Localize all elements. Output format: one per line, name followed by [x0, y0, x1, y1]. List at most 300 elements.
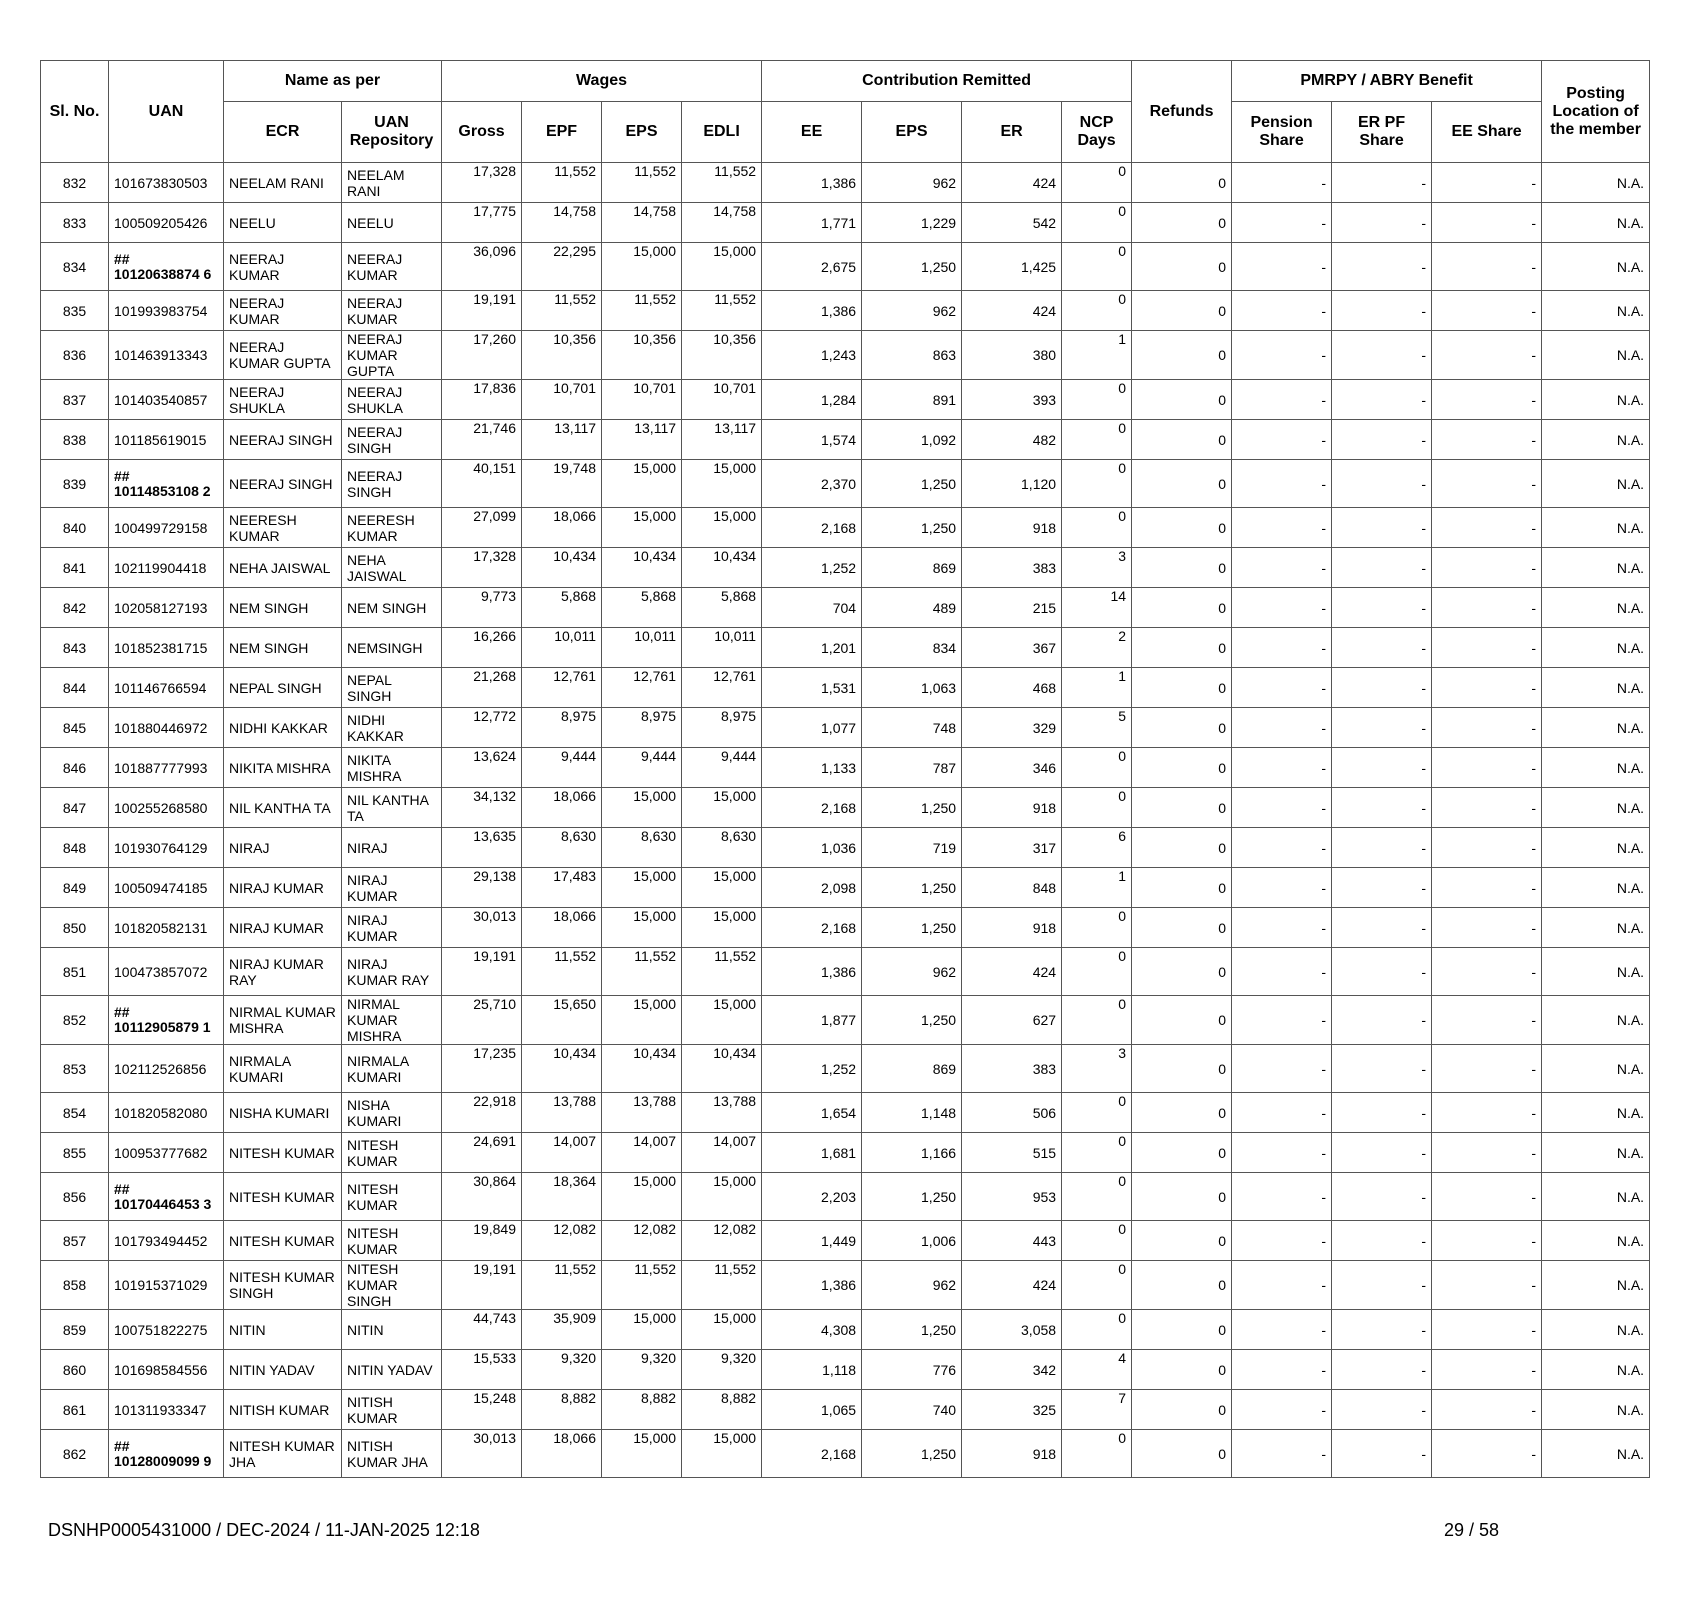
uan-cell: ## 10170446453 3 [109, 1173, 224, 1221]
er-contribution-cell: 367 [962, 628, 1062, 668]
ee-contribution-cell: 2,675 [762, 243, 862, 291]
table-row [41, 748, 1650, 788]
uan-cell: 101852381715 [109, 628, 224, 668]
eps-contribution-cell: 1,250 [862, 508, 962, 548]
eps-wages-cell: 15,000 [602, 996, 682, 1045]
eps-wages-cell: 11,552 [602, 163, 682, 203]
ee-contribution-cell: 1,243 [762, 331, 862, 380]
eps-contribution-cell: 1,250 [862, 908, 962, 948]
edli-wages-cell: 10,356 [682, 331, 762, 380]
uan-repository-name-cell: NIRMAL KUMAR MISHRA [342, 996, 442, 1045]
edli-wages-cell: 15,000 [682, 788, 762, 828]
pension-share-cell: - [1232, 908, 1332, 948]
posting-location-cell: N.A. [1542, 203, 1650, 243]
edli-wages-cell: 11,552 [682, 948, 762, 996]
eps-contribution-cell: 1,250 [862, 460, 962, 508]
ncp-days-cell: 0 [1062, 380, 1132, 420]
ecr-name-cell: NIRAJ KUMAR [224, 868, 342, 908]
refunds-cell: 0 [1132, 420, 1232, 460]
ecr-name-cell: NEERESH KUMAR [224, 508, 342, 548]
header-sl-no: Sl. No. [41, 61, 109, 163]
table-row [41, 508, 1650, 548]
posting-location-cell: N.A. [1542, 420, 1650, 460]
er-contribution-cell: 542 [962, 203, 1062, 243]
uan-cell: 100499729158 [109, 508, 224, 548]
uan-repository-name-cell: NIKITA MISHRA [342, 748, 442, 788]
table-row [41, 163, 1650, 203]
eps-contribution-cell: 1,092 [862, 420, 962, 460]
ee-share-cell: - [1432, 868, 1542, 908]
eps-wages-cell: 11,552 [602, 1261, 682, 1310]
refunds-cell: 0 [1132, 548, 1232, 588]
ecr-name-cell: NITESH KUMAR [224, 1173, 342, 1221]
pension-share-cell: - [1232, 331, 1332, 380]
gross-wages-cell: 30,864 [442, 1173, 522, 1221]
uan-cell: 101915371029 [109, 1261, 224, 1310]
ecr-name-cell: NIRAJ KUMAR RAY [224, 948, 342, 996]
uan-cell: 100509205426 [109, 203, 224, 243]
er-pf-share-cell: - [1332, 1261, 1432, 1310]
er-pf-share-cell: - [1332, 1133, 1432, 1173]
posting-location-cell: N.A. [1542, 748, 1650, 788]
eps-wages-cell: 15,000 [602, 868, 682, 908]
er-pf-share-cell: - [1332, 828, 1432, 868]
table-row [41, 828, 1650, 868]
er-contribution-cell: 468 [962, 668, 1062, 708]
gross-wages-cell: 22,918 [442, 1093, 522, 1133]
sl-no-cell: 836 [41, 331, 109, 380]
footer-document-id: DSNHP0005431000 / DEC-2024 / 11-JAN-2025 12:18 [48, 1520, 480, 1540]
sl-no-cell: 856 [41, 1173, 109, 1221]
header-ee-share: EE Share [1432, 102, 1542, 163]
ncp-days-cell: 0 [1062, 460, 1132, 508]
sl-no-cell: 846 [41, 748, 109, 788]
uan-repository-name-cell: NIRAJ KUMAR RAY [342, 948, 442, 996]
ncp-days-cell: 0 [1062, 1430, 1132, 1478]
er-pf-share-cell: - [1332, 1390, 1432, 1430]
pension-share-cell: - [1232, 788, 1332, 828]
table-row [41, 1093, 1650, 1133]
posting-location-cell: N.A. [1542, 948, 1650, 996]
ee-share-cell: - [1432, 788, 1542, 828]
gross-wages-cell: 17,260 [442, 331, 522, 380]
epf-wages-cell: 11,552 [522, 163, 602, 203]
pension-share-cell: - [1232, 420, 1332, 460]
uan-repository-name-cell: NISHA KUMARI [342, 1093, 442, 1133]
eps-contribution-cell: 489 [862, 588, 962, 628]
refunds-cell: 0 [1132, 1221, 1232, 1261]
posting-location-cell: N.A. [1542, 708, 1650, 748]
table-row [41, 1350, 1650, 1390]
er-contribution-cell: 383 [962, 548, 1062, 588]
ee-contribution-cell: 2,370 [762, 460, 862, 508]
er-contribution-cell: 325 [962, 1390, 1062, 1430]
gross-wages-cell: 9,773 [442, 588, 522, 628]
refunds-cell: 0 [1132, 1173, 1232, 1221]
sl-no-cell: 832 [41, 163, 109, 203]
eps-wages-cell: 15,000 [602, 788, 682, 828]
er-pf-share-cell: - [1332, 1430, 1432, 1478]
edli-wages-cell: 10,434 [682, 1045, 762, 1093]
ee-share-cell: - [1432, 1045, 1542, 1093]
uan-repository-name-cell: NITISH KUMAR JHA [342, 1430, 442, 1478]
ee-share-cell: - [1432, 420, 1542, 460]
ecr-name-cell: NITESH KUMAR SINGH [224, 1261, 342, 1310]
er-pf-share-cell: - [1332, 1221, 1432, 1261]
pension-share-cell: - [1232, 1390, 1332, 1430]
er-contribution-cell: 627 [962, 996, 1062, 1045]
refunds-cell: 0 [1132, 163, 1232, 203]
uan-cell: 100473857072 [109, 948, 224, 996]
posting-location-cell: N.A. [1542, 1093, 1650, 1133]
er-contribution-cell: 918 [962, 1430, 1062, 1478]
refunds-cell: 0 [1132, 380, 1232, 420]
pension-share-cell: - [1232, 708, 1332, 748]
gross-wages-cell: 24,691 [442, 1133, 522, 1173]
edli-wages-cell: 9,444 [682, 748, 762, 788]
er-contribution-cell: 953 [962, 1173, 1062, 1221]
gross-wages-cell: 15,533 [442, 1350, 522, 1390]
edli-wages-cell: 15,000 [682, 908, 762, 948]
uan-cell: 101993983754 [109, 291, 224, 331]
er-pf-share-cell: - [1332, 203, 1432, 243]
ee-contribution-cell: 1,654 [762, 1093, 862, 1133]
ecr-name-cell: NEELU [224, 203, 342, 243]
gross-wages-cell: 34,132 [442, 788, 522, 828]
ecr-name-cell: NIRAJ [224, 828, 342, 868]
sl-no-cell: 862 [41, 1430, 109, 1478]
uan-repository-name-cell: NEERAJ KUMAR [342, 291, 442, 331]
uan-repository-name-cell: NITIN YADAV [342, 1350, 442, 1390]
refunds-cell: 0 [1132, 1093, 1232, 1133]
eps-contribution-cell: 863 [862, 331, 962, 380]
edli-wages-cell: 13,788 [682, 1093, 762, 1133]
er-contribution-cell: 329 [962, 708, 1062, 748]
ncp-days-cell: 3 [1062, 1045, 1132, 1093]
epf-wages-cell: 10,434 [522, 1045, 602, 1093]
ncp-days-cell: 0 [1062, 788, 1132, 828]
gross-wages-cell: 12,772 [442, 708, 522, 748]
pension-share-cell: - [1232, 1261, 1332, 1310]
eps-wages-cell: 15,000 [602, 508, 682, 548]
ecr-name-cell: NEM SINGH [224, 628, 342, 668]
ecr-name-cell: NITESH KUMAR JHA [224, 1430, 342, 1478]
epf-wages-cell: 18,364 [522, 1173, 602, 1221]
gross-wages-cell: 19,191 [442, 291, 522, 331]
uan-cell: 101887777993 [109, 748, 224, 788]
er-contribution-cell: 443 [962, 1221, 1062, 1261]
ee-contribution-cell: 1,877 [762, 996, 862, 1045]
edli-wages-cell: 15,000 [682, 1173, 762, 1221]
uan-cell: 101673830503 [109, 163, 224, 203]
table-row [41, 548, 1650, 588]
uan-repository-name-cell: NITESH KUMAR [342, 1173, 442, 1221]
sl-no-cell: 847 [41, 788, 109, 828]
ncp-days-cell: 0 [1062, 163, 1132, 203]
pension-share-cell: - [1232, 243, 1332, 291]
header-uan-repository: UAN Repository [342, 102, 442, 163]
refunds-cell: 0 [1132, 508, 1232, 548]
refunds-cell: 0 [1132, 1133, 1232, 1173]
ee-share-cell: - [1432, 1133, 1542, 1173]
ecr-name-cell: NEPAL SINGH [224, 668, 342, 708]
uan-cell: 101880446972 [109, 708, 224, 748]
header-refunds: Refunds [1132, 61, 1232, 163]
edli-wages-cell: 11,552 [682, 163, 762, 203]
ncp-days-cell: 0 [1062, 1221, 1132, 1261]
pension-share-cell: - [1232, 1221, 1332, 1261]
posting-location-cell: N.A. [1542, 1045, 1650, 1093]
edli-wages-cell: 12,082 [682, 1221, 762, 1261]
refunds-cell: 0 [1132, 331, 1232, 380]
table-row [41, 868, 1650, 908]
ecr-name-cell: NITIN YADAV [224, 1350, 342, 1390]
pension-share-cell: - [1232, 1093, 1332, 1133]
er-pf-share-cell: - [1332, 588, 1432, 628]
uan-cell: 102112526856 [109, 1045, 224, 1093]
table-row [41, 1310, 1650, 1350]
table-row [41, 708, 1650, 748]
er-pf-share-cell: - [1332, 1093, 1432, 1133]
ee-share-cell: - [1432, 588, 1542, 628]
refunds-cell: 0 [1132, 628, 1232, 668]
ee-share-cell: - [1432, 331, 1542, 380]
ee-contribution-cell: 1,449 [762, 1221, 862, 1261]
header-er: ER [962, 102, 1062, 163]
gross-wages-cell: 36,096 [442, 243, 522, 291]
er-pf-share-cell: - [1332, 1310, 1432, 1350]
ecr-name-cell: NIRMAL KUMAR MISHRA [224, 996, 342, 1045]
eps-wages-cell: 10,434 [602, 548, 682, 588]
er-contribution-cell: 918 [962, 508, 1062, 548]
header-edli: EDLI [682, 102, 762, 163]
er-pf-share-cell: - [1332, 331, 1432, 380]
ee-share-cell: - [1432, 908, 1542, 948]
refunds-cell: 0 [1132, 1310, 1232, 1350]
sl-no-cell: 835 [41, 291, 109, 331]
uan-cell: ## 10128009099 9 [109, 1430, 224, 1478]
ee-share-cell: - [1432, 948, 1542, 996]
ecr-name-cell: NIDHI KAKKAR [224, 708, 342, 748]
uan-repository-name-cell: NIRMALA KUMARI [342, 1045, 442, 1093]
sl-no-cell: 851 [41, 948, 109, 996]
eps-wages-cell: 13,788 [602, 1093, 682, 1133]
table-row [41, 291, 1650, 331]
pension-share-cell: - [1232, 1350, 1332, 1390]
ncp-days-cell: 0 [1062, 420, 1132, 460]
uan-repository-name-cell: NITESH KUMAR [342, 1221, 442, 1261]
refunds-cell: 0 [1132, 1350, 1232, 1390]
pension-share-cell: - [1232, 548, 1332, 588]
uan-cell: ## 10120638874 6 [109, 243, 224, 291]
edli-wages-cell: 14,007 [682, 1133, 762, 1173]
er-pf-share-cell: - [1332, 948, 1432, 996]
gross-wages-cell: 40,151 [442, 460, 522, 508]
epf-wages-cell: 17,483 [522, 868, 602, 908]
ee-contribution-cell: 1,065 [762, 1390, 862, 1430]
ee-share-cell: - [1432, 828, 1542, 868]
refunds-cell: 0 [1132, 788, 1232, 828]
edli-wages-cell: 5,868 [682, 588, 762, 628]
gross-wages-cell: 44,743 [442, 1310, 522, 1350]
posting-location-cell: N.A. [1542, 996, 1650, 1045]
ncp-days-cell: 3 [1062, 548, 1132, 588]
sl-no-cell: 855 [41, 1133, 109, 1173]
eps-contribution-cell: 962 [862, 163, 962, 203]
sl-no-cell: 848 [41, 828, 109, 868]
pension-share-cell: - [1232, 996, 1332, 1045]
ncp-days-cell: 1 [1062, 868, 1132, 908]
epf-wages-cell: 10,011 [522, 628, 602, 668]
refunds-cell: 0 [1132, 291, 1232, 331]
ee-share-cell: - [1432, 1390, 1542, 1430]
eps-wages-cell: 8,630 [602, 828, 682, 868]
posting-location-cell: N.A. [1542, 1350, 1650, 1390]
eps-contribution-cell: 891 [862, 380, 962, 420]
header-ee: EE [762, 102, 862, 163]
ecr-name-cell: NEM SINGH [224, 588, 342, 628]
er-contribution-cell: 1,120 [962, 460, 1062, 508]
eps-contribution-cell: 962 [862, 948, 962, 996]
pension-share-cell: - [1232, 203, 1332, 243]
refunds-cell: 0 [1132, 668, 1232, 708]
edli-wages-cell: 12,761 [682, 668, 762, 708]
uan-repository-name-cell: NIRAJ KUMAR [342, 908, 442, 948]
uan-repository-name-cell: NEMSINGH [342, 628, 442, 668]
table-row [41, 203, 1650, 243]
er-pf-share-cell: - [1332, 1045, 1432, 1093]
uan-repository-name-cell: NEELU [342, 203, 442, 243]
ee-contribution-cell: 1,252 [762, 548, 862, 588]
eps-contribution-cell: 1,063 [862, 668, 962, 708]
refunds-cell: 0 [1132, 948, 1232, 996]
pension-share-cell: - [1232, 460, 1332, 508]
uan-repository-name-cell: NEERAJ SINGH [342, 460, 442, 508]
eps-contribution-cell: 1,250 [862, 243, 962, 291]
edli-wages-cell: 8,630 [682, 828, 762, 868]
sl-no-cell: 853 [41, 1045, 109, 1093]
ee-contribution-cell: 2,098 [762, 868, 862, 908]
er-contribution-cell: 3,058 [962, 1310, 1062, 1350]
ee-share-cell: - [1432, 748, 1542, 788]
epf-wages-cell: 5,868 [522, 588, 602, 628]
table-row [41, 420, 1650, 460]
table-body [41, 163, 1650, 1478]
ecr-name-cell: NIKITA MISHRA [224, 748, 342, 788]
eps-contribution-cell: 1,250 [862, 996, 962, 1045]
epf-wages-cell: 8,882 [522, 1390, 602, 1430]
table-row [41, 1221, 1650, 1261]
table-row [41, 1045, 1650, 1093]
ecr-name-cell: NITESH KUMAR [224, 1221, 342, 1261]
posting-location-cell: N.A. [1542, 380, 1650, 420]
ee-share-cell: - [1432, 1310, 1542, 1350]
edli-wages-cell: 15,000 [682, 460, 762, 508]
sl-no-cell: 839 [41, 460, 109, 508]
ecr-name-cell: NIL KANTHA TA [224, 788, 342, 828]
gross-wages-cell: 16,266 [442, 628, 522, 668]
header-eps: EPS [602, 102, 682, 163]
pension-share-cell: - [1232, 508, 1332, 548]
header-contribution-remitted: Contribution Remitted [762, 61, 1132, 102]
sl-no-cell: 852 [41, 996, 109, 1045]
ee-contribution-cell: 1,118 [762, 1350, 862, 1390]
er-contribution-cell: 848 [962, 868, 1062, 908]
sl-no-cell: 859 [41, 1310, 109, 1350]
pension-share-cell: - [1232, 1173, 1332, 1221]
ee-share-cell: - [1432, 163, 1542, 203]
sl-no-cell: 845 [41, 708, 109, 748]
header-eps-contribution: EPS [862, 102, 962, 163]
ee-share-cell: - [1432, 996, 1542, 1045]
uan-repository-name-cell: NITESH KUMAR SINGH [342, 1261, 442, 1310]
ee-share-cell: - [1432, 708, 1542, 748]
uan-repository-name-cell: NEERAJ SINGH [342, 420, 442, 460]
uan-cell: 100509474185 [109, 868, 224, 908]
uan-cell: 101820582131 [109, 908, 224, 948]
eps-wages-cell: 15,000 [602, 1310, 682, 1350]
er-contribution-cell: 215 [962, 588, 1062, 628]
er-contribution-cell: 918 [962, 788, 1062, 828]
sl-no-cell: 842 [41, 588, 109, 628]
ee-contribution-cell: 1,284 [762, 380, 862, 420]
eps-contribution-cell: 869 [862, 548, 962, 588]
ncp-days-cell: 4 [1062, 1350, 1132, 1390]
edli-wages-cell: 9,320 [682, 1350, 762, 1390]
ncp-days-cell: 6 [1062, 828, 1132, 868]
ee-contribution-cell: 1,252 [762, 1045, 862, 1093]
epf-wages-cell: 8,975 [522, 708, 602, 748]
ee-share-cell: - [1432, 1430, 1542, 1478]
ncp-days-cell: 0 [1062, 1310, 1132, 1350]
edli-wages-cell: 11,552 [682, 1261, 762, 1310]
er-pf-share-cell: - [1332, 163, 1432, 203]
refunds-cell: 0 [1132, 203, 1232, 243]
epf-wages-cell: 8,630 [522, 828, 602, 868]
gross-wages-cell: 30,013 [442, 908, 522, 948]
posting-location-cell: N.A. [1542, 331, 1650, 380]
ee-share-cell: - [1432, 1350, 1542, 1390]
header-uan: UAN [109, 61, 224, 163]
ecr-name-cell: NITESH KUMAR [224, 1133, 342, 1173]
table-row [41, 996, 1650, 1045]
ee-share-cell: - [1432, 1093, 1542, 1133]
gross-wages-cell: 21,268 [442, 668, 522, 708]
er-contribution-cell: 380 [962, 331, 1062, 380]
posting-location-cell: N.A. [1542, 291, 1650, 331]
table-row [41, 588, 1650, 628]
posting-location-cell: N.A. [1542, 1430, 1650, 1478]
table-row [41, 380, 1650, 420]
sl-no-cell: 850 [41, 908, 109, 948]
eps-wages-cell: 10,011 [602, 628, 682, 668]
refunds-cell: 0 [1132, 1390, 1232, 1430]
pension-share-cell: - [1232, 948, 1332, 996]
ee-contribution-cell: 1,201 [762, 628, 862, 668]
eps-wages-cell: 15,000 [602, 1173, 682, 1221]
gross-wages-cell: 21,746 [442, 420, 522, 460]
ecr-table [40, 60, 1650, 1478]
posting-location-cell: N.A. [1542, 1390, 1650, 1430]
ecr-name-cell: NEERAJ KUMAR [224, 291, 342, 331]
eps-contribution-cell: 962 [862, 1261, 962, 1310]
pension-share-cell: - [1232, 291, 1332, 331]
eps-wages-cell: 5,868 [602, 588, 682, 628]
ee-share-cell: - [1432, 548, 1542, 588]
table-row [41, 908, 1650, 948]
table-row [41, 668, 1650, 708]
eps-contribution-cell: 748 [862, 708, 962, 748]
